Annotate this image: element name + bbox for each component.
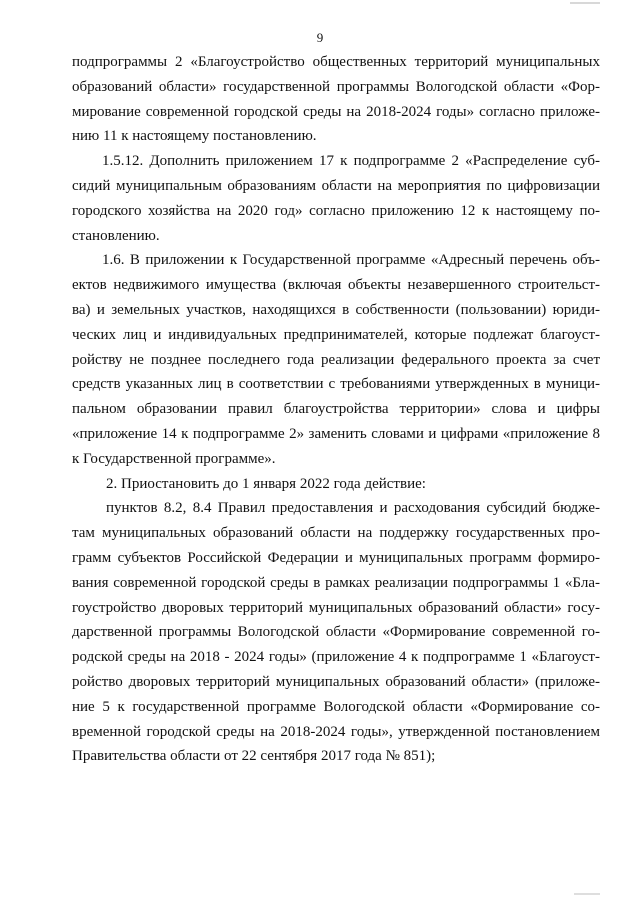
text-line: к Государственной программе». <box>72 450 276 467</box>
text-line: 1.6. В приложении к Государственной программе «Адресный перечень объ- <box>102 252 600 269</box>
paragraph-3 <box>72 248 600 471</box>
text-line: образований области» государственной программы Вологодской области «Фор- <box>72 78 600 95</box>
text-line: временной городской среды на 2018-2024 годы», утвержденной постановлением <box>72 723 600 740</box>
text-line: подпрограммы 2 «Благоустройство общественных территорий муниципальных <box>72 54 600 70</box>
document-body <box>72 50 600 769</box>
text-line: ройству не позднее последнего года реализации федерального проекта за счет <box>72 351 600 368</box>
paragraph-4 <box>72 472 600 497</box>
paragraph-1 <box>72 50 600 149</box>
scan-artifact-top <box>570 2 600 4</box>
text-line: грамм субъектов Российской Федерации и муниципальных программ формиро- <box>72 549 600 566</box>
text-line: там муниципальных образований области на поддержку государственных про- <box>72 525 600 542</box>
text-line: нию 11 к настоящему постановлению. <box>72 128 317 145</box>
text-line: ва) и земельных участков, находящихся в собственности (пользовании) юриди- <box>72 301 600 318</box>
text-line: становлению. <box>72 227 160 244</box>
scan-artifact-bottom <box>574 893 600 895</box>
text-line: 1.5.12. Дополнить приложением 17 к подпрограмме 2 «Распределение суб- <box>102 153 600 170</box>
text-line: ектов недвижимого имущества (включая объекты незавершенного строительст- <box>72 277 600 294</box>
text-line: пальном образовании правил благоустройства территории» слова и цифры <box>72 401 600 418</box>
text-line: городского хозяйства на 2020 год» согласно приложению 12 к настоящему по- <box>72 202 600 219</box>
text-line: «приложение 14 к подпрограмме 2» заменить словами и цифрами «приложение 8 <box>72 425 600 442</box>
text-line: ческих лиц и индивидуальных предпринимателей, которые подлежат благоуст- <box>72 326 600 343</box>
text-line: родской среды на 2018 - 2024 годы» (приложение 4 к подпрограмме 1 «Благоуст- <box>72 649 600 666</box>
paragraph-5 <box>72 496 600 769</box>
page-number: 9 <box>316 30 324 45</box>
text-line: ройство дворовых территорий муниципальных образований области» (приложе- <box>72 673 600 690</box>
text-line: гоустройство дворовых территорий муниципальных образований области» госу- <box>72 599 600 616</box>
text-line: мирование современной городской среды на 2018-2024 годы» согласно приложе- <box>72 103 600 120</box>
text-line: 2. Приостановить до 1 января 2022 года действие: <box>106 475 426 492</box>
paragraph-2 <box>72 149 600 248</box>
text-line: Правительства области от 22 сентября 2017 года № 851); <box>72 748 436 765</box>
text-line: сидий муниципальным образованиям области на мероприятия по цифровизации <box>72 177 600 194</box>
text-line: средств указанных лиц в соответствии с требованиями утвержденных в муници- <box>72 376 600 393</box>
text-line: пунктов 8.2, 8.4 Правил предоставления и расходования субсидий бюдже- <box>106 500 600 517</box>
text-line: вания современной городской среды в рамках реализации подпрограммы 1 «Бла- <box>72 574 600 591</box>
text-line: дарственной программы Вологодской области «Формирование современной го- <box>72 624 600 641</box>
text-line: ние 5 к государственной программе Вологодской области «Формирование со- <box>72 698 600 715</box>
